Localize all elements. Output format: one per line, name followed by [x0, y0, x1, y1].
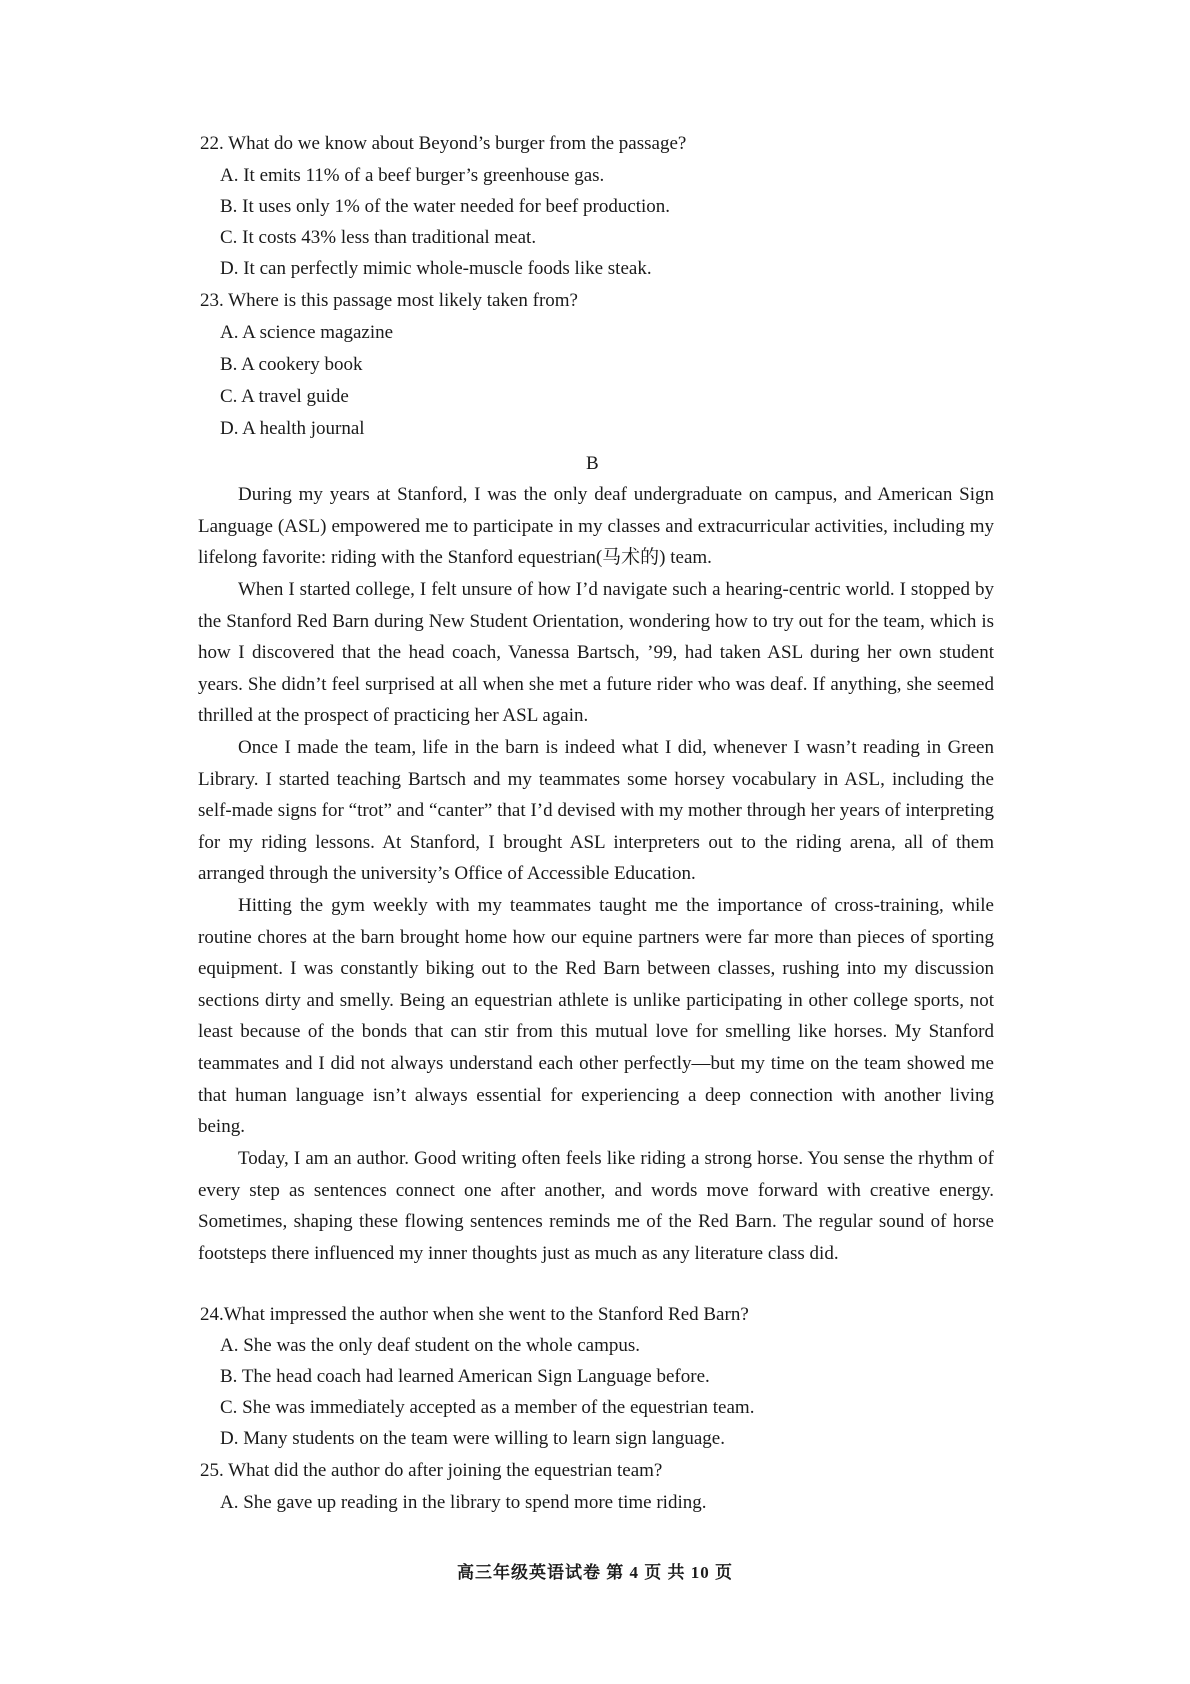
question-24-option-d: D. Many students on the team were willing to learn sign language. — [220, 1428, 725, 1449]
question-22-option-b: B. It uses only 1% of the water needed for beef production. — [220, 196, 671, 217]
passage-paragraph-3: Once I made the team, life in the barn is indeed what I did, whenever I wasn’t reading in Green Library. I started teaching Bartsch and my teammates some horsey vocabulary in ASL, including the self-made signs for “trot” and “canter” that I’d devised with my mother through her years of interpreting for my riding lessons. At Stanford, I brought ASL interpreters out to the riding arena, all of them arranged through the university’s Office of Accessible Education. — [198, 737, 994, 885]
question-23-option-a: A. A science magazine — [220, 322, 394, 343]
passage-paragraph-2: When I started college, I felt unsure of how I’d navigate such a hearing-centric world. I stopped by the Stanford Red Barn during New Student Orientation, wondering how to try out for the team, which is how I discovered that the head coach, Vanessa Bartsch, ’99, had taken ASL during her own student years. She didn’t feel surprised at all when she met a future rider who was deaf. If anything, she seemed thrilled at the prospect of practicing her ASL again. — [198, 579, 994, 727]
question-24-stem: 24.What impressed the author when she went to the Stanford Red Barn? — [200, 1304, 749, 1325]
question-24-option-a: A. She was the only deaf student on the whole campus. — [220, 1335, 641, 1356]
passage-paragraph-5: Today, I am an author. Good writing often feels like riding a strong horse. You sense the rhythm of every step as sentences connect one after another, and words move forward with creative energy. Sometimes, shaping these flowing sentences reminds me of the Red Barn. The regular sound of horse footsteps there influenced my inner thoughts just as much as any literature class did. — [198, 1148, 994, 1264]
question-22-stem: 22. What do we know about Beyond’s burger from the passage? — [200, 133, 687, 154]
question-25-option-a: A. She gave up reading in the library to spend more time riding. — [220, 1492, 707, 1513]
section-label: B — [586, 453, 599, 474]
question-23-stem: 23. Where is this passage most likely taken from? — [200, 290, 578, 311]
question-22-option-a: A. It emits 11% of a beef burger’s greenhouse gas. — [220, 165, 605, 186]
question-23-option-b: B. A cookery book — [220, 354, 363, 375]
page-footer: 高三年级英语试卷 第 4 页 共 10 页 — [457, 1563, 733, 1582]
question-23-option-c: C. A travel guide — [220, 386, 349, 407]
question-24-option-b: B. The head coach had learned American Sign Language before. — [220, 1366, 710, 1387]
passage-paragraph-1: During my years at Stanford, I was the only deaf undergraduate on campus, and American Sign Language (ASL) empowered me to participate in my classes and extracurricular activities, including my lifelong favorite: riding with the Stanford equestrian(马术的) team. — [198, 484, 994, 569]
question-25-stem: 25. What did the author do after joining the equestrian team? — [200, 1460, 663, 1481]
question-24-option-c: C. She was immediately accepted as a member of the equestrian team. — [220, 1397, 755, 1418]
question-23-option-d: D. A health journal — [220, 418, 365, 439]
passage-paragraph-4: Hitting the gym weekly with my teammates taught me the importance of cross-training, while routine chores at the barn brought home how our equine partners were far more than pieces of sporting equipment. I was constantly biking out to the Red Barn between classes, rushing into my discussion sections dirty and smelly. Being an equestrian athlete is unlike participating in other college sports, not least because of the bonds that can stir from this mutual love for smelling like horses. My Stanford teammates and I did not always understand each other perfectly—but my time on the team showed me that human language isn’t always essential for experiencing a deep connection with another living being. — [198, 895, 994, 1138]
question-22-option-c: C. It costs 43% less than traditional meat. — [220, 227, 537, 248]
question-22-option-d: D. It can perfectly mimic whole-muscle foods like steak. — [220, 258, 652, 279]
